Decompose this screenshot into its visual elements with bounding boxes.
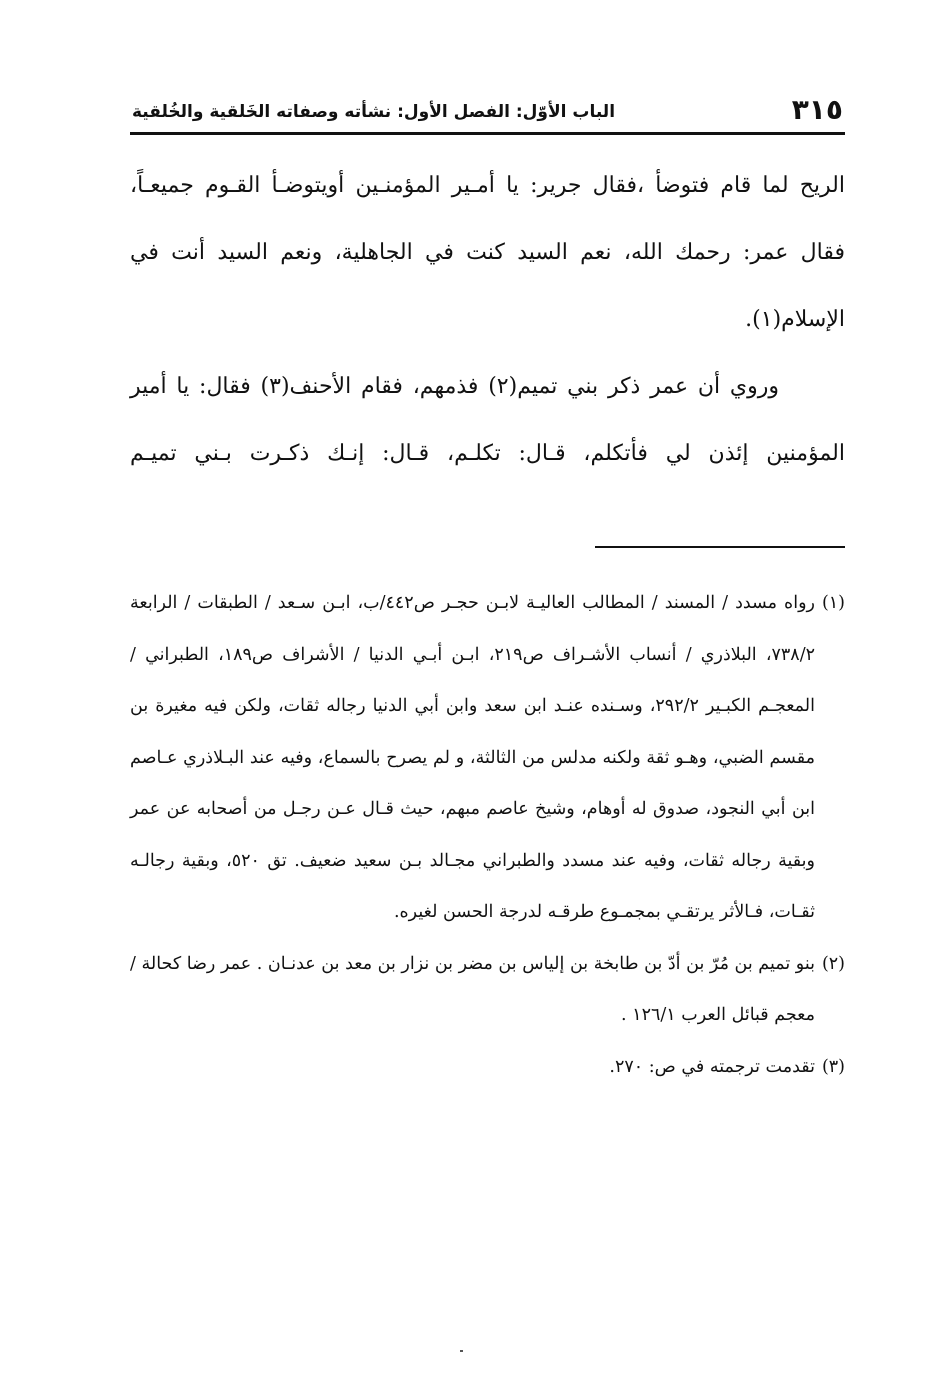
- footnote-item: [130, 1042, 845, 1094]
- page-header: [130, 92, 845, 135]
- body-paragraph: وروي أن عمر ذكر بني تميم(٢) فذمهم، فقام الأحنف(٣) فقال: يا أمير المؤمنين إئذن لي فأتكلم، قـال: تكلـم، قـال: إنـك ذكـرت بـني تميـم: [130, 374, 845, 466]
- main-text: [130, 152, 845, 487]
- footnote-text: رواه مسدد / المسند / المطالب العاليـة لابـن حجـر ص٤٤٢/ب، ابـن سـعد / الطبقات / الرابعة ٧٣٨/٢، البلاذري / أنساب الأشـراف ص٢١٩، ابـن أبـي الدنيا / الأشراف ص١٨٩، الطبراني / المعجـم الكبـير ٢٩٢/٢، وسـنده عنـد ابن سعد وابن أبي الدنيا رجاله ثقات، ولكن فيه مغيرة بن مقسم الضبي، وهـو ثقة ولكنه مدلس من الثالثة، و لم يصرح بالسماع، وفيه عند البـلاذري عـاصم ابن أبي النجود، صدوق له أوهام، وشيخ عاصم مبهم، حيث قـال عـن رجـل من أصحابه عن عمر وبقية رجاله ثقات، وفيه عند مسدد والطبراني مجـالد بـن سعيد ضعيف. تق ٥٢٠، وبقية رجالـه ثقـات، فـالأثر يرتقـي بمجمـوع طرقـه لدرجة الحسن لغيره.: [130, 593, 815, 922]
- footnote-text: تقدمت ترجمته في ص: ٢٧٠.: [609, 1056, 815, 1077]
- page-speck: [460, 1350, 463, 1352]
- running-title: الباب الأوّل: الفصل الأول: نشأته وصفاته الخَلقية والخُلقية: [132, 102, 616, 122]
- footnotes: [130, 578, 845, 1093]
- body-paragraph: الريح لما قام فتوضأ ،فقال جرير: يا أمـير المؤمنـين أويتوضـأ القـوم جميعـاً، فقال عمر: رحمك الله، نعم السيد كنت في الجاهلية، ونعم السيد أنت في الإسلام(١).: [130, 173, 845, 332]
- footnote-item: [130, 939, 845, 1042]
- footnote-text: بنو تميم بن مُرّ بن أدّ بن طابخة بن إلياس بن مضر بن نزار بن معد بن عدنـان . عمر رضا كحالة / معجم قبائل العرب ١٢٦/١ .: [130, 953, 815, 1025]
- footnote-number: (٢): [821, 953, 845, 974]
- page-number: ٣١٥: [791, 93, 843, 126]
- footnote-item: [130, 578, 845, 939]
- footnote-number: (٣): [821, 1056, 845, 1077]
- footnote-separator: [595, 546, 845, 548]
- footnote-number: (١): [821, 593, 845, 613]
